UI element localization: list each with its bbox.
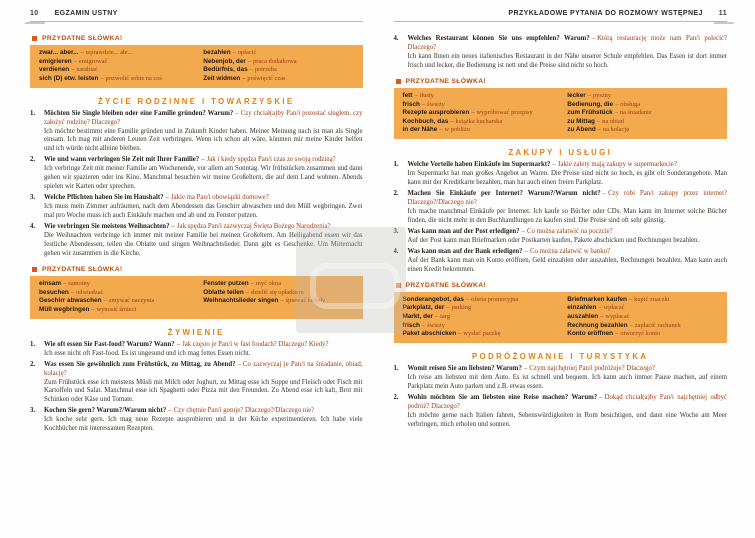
vocab-term: Rezepte ausprobieren (402, 109, 470, 117)
vocab-translation: parking (451, 304, 472, 312)
vocab-translation: książka kucharska (455, 117, 503, 125)
dash-separator: – (80, 49, 84, 56)
square-bullet-icon (32, 36, 37, 41)
question-body (44, 194, 363, 221)
vocab-entry (403, 313, 554, 322)
question-polish: Dokąd chciał(a)by Pan/i najchętniej odbyć podróż? Dlaczego? (407, 393, 727, 410)
vocab-translation: opłacić (237, 49, 257, 56)
vocab-entry (567, 313, 718, 322)
question-number: 2. (30, 156, 36, 164)
vocab-term: auszahlen (567, 312, 599, 320)
vocab-entry (39, 289, 189, 298)
question-item (30, 110, 363, 155)
question-line (408, 35, 728, 53)
question-polish: Czy chętnie Pan/i gotuje? Dlaczego?/Dlaczego nie? (173, 407, 315, 415)
dash-separator: – (71, 66, 75, 74)
vocab-translation: otworzyć konto (620, 330, 661, 338)
dash-separator: – (524, 247, 528, 255)
dash-separator: – (439, 126, 443, 134)
vocab-term: Nebenjob, der (203, 57, 246, 65)
question-line (408, 248, 728, 257)
question-line (44, 361, 363, 379)
question-german: Welche Vorteile haben Einkäufe im Supermarkt? (407, 161, 551, 169)
question-item (30, 341, 363, 359)
section-title: ZAKUPY I USŁUGI (508, 148, 613, 158)
vocab-entry (403, 296, 554, 305)
question-item (30, 223, 363, 259)
vocab-term: Rechnung bezahlen (567, 321, 628, 329)
square-bullet-icon (396, 283, 401, 288)
answer-text: Zum Frühstück esse ich meistens Müsli mit Milch oder Joghurt, zu Mittag esse ich Suppe und Fleisch oder Fisch mit Kartoffeln und Salat. Manchmal esse ich Spaghetti oder Pizza mit den Freunden. Zu Abend esse ich kalt, Brot mit Schinken oder Käse und Tomate. (44, 378, 363, 404)
dash-separator: – (100, 74, 104, 82)
question-item (394, 161, 728, 188)
vocab-term: Konto eröffnen (567, 330, 614, 338)
vocab-translation: zarabiać (76, 66, 98, 74)
vocab-entry (39, 75, 189, 84)
dash-separator: – (600, 312, 604, 320)
vocab-box (394, 88, 728, 139)
vocab-entry (39, 280, 189, 289)
vocab-term: Briefmarken kaufen (567, 295, 627, 303)
square-bullet-icon (32, 267, 37, 272)
question-item (394, 394, 728, 430)
dash-separator: – (103, 297, 107, 305)
question-item (30, 156, 363, 192)
question-number: 1. (393, 364, 399, 372)
answer-text: Die Weihnachten verbringe ich immer mit meiner Familie bei meinen Großeltern. Am Heiligabend essen wir das festliche Abendessen, teilen die Oblatte und singen Weihnachtslieder. Dann gibt es Geschenke. Um Mitternacht gehen wir zusammen in die Kirche. (44, 232, 363, 258)
dash-separator: – (615, 100, 619, 108)
vocab-translation: śpiewać kolędy (285, 297, 326, 305)
vocab-translation: pozwolić sobie na coś (105, 74, 162, 82)
vocab-translation: targ (440, 312, 451, 320)
vocab-term: Paket abschicken (402, 330, 457, 338)
answer-text: Ich möchte gerne nach Italien fahren, Sehenswürdigkeiten in Rom besichtigen, und dann eine Woche am Meer verbringen, mich erholen und sonnen. (407, 411, 727, 428)
vocab-entry (403, 92, 554, 101)
running-title: EGZAMIN USTNY (54, 10, 118, 17)
question-line (408, 190, 728, 208)
question-line (408, 394, 728, 412)
question-item (30, 194, 363, 221)
dash-separator: – (450, 117, 454, 125)
question-number: 4. (393, 247, 399, 255)
dash-separator: – (629, 321, 633, 329)
vocab-translation: poświęcić czas (247, 74, 286, 82)
vocab-term: verdienen (39, 66, 70, 74)
vocab-entry (567, 92, 718, 101)
vocab-term: zwar... aber... (39, 49, 79, 56)
section-title: ŻYCIE RODZINNE I TOWARZYSKIE (97, 96, 295, 106)
question-number: 2. (30, 360, 36, 368)
question-polish: Jak często je Pan/i w fast foodach? Dlaczego? Kiedy? (182, 340, 329, 348)
question-german: Kochen Sie gern? Warum?/Warum nicht? (44, 407, 167, 415)
vocab-translation: obsługa (620, 100, 641, 108)
question-body (44, 110, 363, 155)
vocab-term: Fenster putzen (203, 280, 249, 288)
vocab-entry (567, 296, 718, 305)
question-polish: Jak spędza Pan/i zazwyczaj Święta Bożego Narodzenia? (176, 223, 331, 231)
question-body (408, 248, 728, 275)
dash-separator: – (523, 364, 528, 372)
question-polish: Czy robi Pan/i zakupy przez internet? Dlaczego?/Dlaczego nie? (407, 189, 727, 206)
dash-separator: – (245, 288, 249, 296)
vocab-entry (403, 109, 554, 118)
vocab-translation: potrzeba (254, 66, 277, 74)
vocab-box-label (396, 282, 728, 289)
vocab-label-text: PRZYDATNE SŁÓWKA! (405, 77, 486, 85)
vocab-label-text: PRZYDATNE SŁÓWKA! (42, 35, 123, 42)
dash-separator: – (280, 297, 284, 305)
dash-separator: – (242, 74, 246, 82)
dash-separator: – (414, 91, 418, 99)
dash-separator: – (602, 189, 607, 197)
dash-separator: – (446, 304, 450, 312)
vocab-term: bezahlen (203, 49, 231, 56)
answer-text: Ich kann Ihnen ein neues italienisches Restaurant in der Nähe unserer Schule empfehlen. Das Essen ist dort immer frisch und lecker, die Bedienung ist nett und die Preise sind nicht so hoch. (407, 52, 727, 69)
answer-text: Ich esse nicht oft Fast-food. Es ist ungesund und ich mag fettes Essen nicht. (44, 349, 251, 357)
question-item (394, 365, 728, 392)
question-item (394, 35, 728, 71)
answer-text: Ich muss mein Zimmer aufräumen, nach dem Abendessen das Geschirr abwaschen und den Müll wegbringen. Zwei mal pro Woche muss ich auch Einkäufe machen und ab und zu Fenster putzen. (44, 203, 363, 220)
question-polish: Co można załatwić w banku? (529, 247, 611, 255)
question-number: 2. (393, 393, 399, 401)
answer-text: Im Supermarkt hat man großes Angebot an Waren. Die Preise sind nicht so hoch, es gibt oft Sonderangebote. Man kann mit der Kreditkarte bezahlen, man hat auch einen freien Parkplatz. (407, 170, 727, 187)
vocab-entry (39, 49, 189, 58)
vocab-entry (567, 118, 718, 127)
question-body (44, 156, 363, 192)
vocab-translation: dzielić się opłatkiem (250, 288, 304, 296)
question-line (44, 110, 363, 128)
question-german: Wohin möchten Sie am liebsten eine Reise machen? Warum? (407, 393, 598, 401)
vocab-translation: wynosić śmieci (96, 305, 137, 313)
vocab-box-label (396, 78, 728, 85)
vocab-entry (203, 280, 353, 289)
vocab-entry (39, 58, 189, 67)
vocab-translation: wypróbować przepisy (476, 109, 533, 117)
question-german: Wie verbringen Sie meistens Weihnachten? (44, 223, 170, 231)
vocab-column (39, 49, 189, 84)
vocab-translation: zapłacić rachunek (634, 321, 681, 329)
answer-text: Auf der Post kann man Briefmarken oder Postkarten kaufen, Pakete abschicken und Rechnungen bezahlen. (407, 236, 700, 244)
question-body (408, 394, 728, 430)
answer-text: Ich reise am liebsten mit dem Auto. Es ist schnell und bequem. Ich kann auch immer Pause machen, auf einem Parkplatz mein Auto parken und z.B. etwas essen. (407, 373, 727, 390)
question-line (44, 194, 363, 203)
vocab-term: Zeit widmen (203, 74, 241, 82)
dash-separator: – (628, 295, 633, 303)
vocab-translation: świeży (427, 321, 445, 329)
vocab-translation: wypłacać (605, 312, 630, 320)
dash-separator: – (596, 117, 601, 125)
vocab-term: in der Nähe (402, 126, 438, 134)
vocab-entry (203, 75, 353, 84)
question-body (408, 365, 728, 392)
vocab-translation: zmywać naczynia (108, 297, 155, 305)
vocab-column (567, 296, 718, 339)
vocab-term: lecker (567, 91, 586, 99)
vocab-translation: na śniadanie (619, 109, 652, 117)
vocab-translation: praca dodatkowa (253, 57, 297, 65)
vocab-term: Bedienung, die (567, 100, 614, 108)
vocab-entry (403, 330, 554, 339)
vocab-entry (39, 297, 189, 306)
dash-separator: – (249, 66, 253, 74)
question-german: Womit reisen Sie am liebsten? Warum? (407, 364, 522, 372)
question-number: 1. (393, 161, 399, 169)
vocab-term: emigrieren (39, 57, 72, 65)
dash-separator: – (171, 223, 175, 231)
question-item (30, 407, 363, 434)
vocab-entry (567, 109, 718, 118)
vocab-term: frisch (402, 321, 420, 329)
vocab-term: frisch (402, 100, 420, 108)
vocab-column (567, 92, 718, 135)
dash-separator: – (165, 194, 169, 202)
vocab-translation: oferta promocyjna (471, 295, 519, 303)
question-german: Wie oft essen Sie Fast-food? Warum? Wann? (44, 340, 175, 348)
dash-separator: – (237, 360, 241, 368)
question-polish: Co zazwyczaj je Pan/i na śniadanie, obiad, kolację? (44, 360, 363, 377)
vocab-term: einsam (39, 280, 62, 288)
vocab-translation: wysłać paczkę (463, 330, 501, 338)
page-number: 10 (30, 10, 39, 17)
question-polish: Czym najchętniej Pan/i podróżuje? Dlaczego? (529, 364, 655, 372)
question-body (408, 161, 728, 188)
vocab-label-text: PRZYDATNE SŁÓWKA! (405, 281, 486, 289)
vocab-entry (203, 66, 353, 75)
dash-separator: – (471, 109, 475, 117)
page-number: 11 (718, 10, 727, 17)
dash-separator: – (552, 161, 556, 169)
vocab-term: Müll wegbringen (39, 305, 90, 313)
dash-separator: – (235, 109, 239, 117)
vocab-entry (403, 118, 554, 127)
dash-separator: – (232, 49, 236, 56)
vocab-column (403, 92, 554, 135)
section-title: ŻYWIENIE (167, 327, 225, 337)
vocab-box-label (32, 266, 363, 273)
vocab-translation: pyszny (592, 91, 612, 99)
question-german: Was essen Sie gewöhnlich zum Frühstück, zu Mittag, zu Abend? (44, 360, 236, 368)
dash-separator: – (70, 288, 75, 296)
vocab-entry (567, 304, 718, 313)
question-line (44, 407, 363, 416)
vocab-term: Markt, der (402, 312, 434, 320)
vocab-term: Oblatte teilen (203, 288, 244, 296)
vocab-translation: samotny (68, 280, 90, 288)
vocab-translation: wprawdzie... ale... (85, 49, 133, 56)
question-line (408, 228, 728, 237)
vocab-box-label (32, 35, 363, 42)
dash-separator: – (597, 126, 601, 134)
vocab-term: fett (402, 91, 413, 99)
vocab-translation: odwiedzać (76, 288, 104, 296)
question-number: 1. (30, 340, 36, 348)
vocab-column (403, 296, 554, 339)
question-body (44, 361, 363, 406)
question-german: Möchten Sie Single bleiben oder eine Familie gründen? Warum? (44, 109, 234, 117)
dash-separator: – (73, 57, 77, 65)
vocab-translation: na obiad (602, 117, 624, 125)
dash-separator: – (421, 321, 426, 329)
question-item (30, 361, 363, 406)
answer-text: Ich koche sehr gern. Ich mag neue Rezepte ausprobieren und in der Küche experimentieren. Ich habe viele Kochbücher mit interessanten Rezepten. (44, 416, 363, 433)
dash-separator: – (250, 280, 254, 288)
dash-separator: – (587, 91, 591, 99)
dash-separator: – (465, 295, 470, 303)
vocab-translation: myć okna (255, 280, 281, 288)
answer-text: Ich verbringe Zeit mit meiner Familie am Wochenende, vor allem am Sonntag. Wir frühstücken zusammen und dann gehen wir spazieren oder ins Kino. Manchmal besuchen wir meine Großeltern, die auf dem Land wohnen. Abends spielen wir Karten oder sprechen. (44, 165, 363, 191)
vocab-translation: w pobliżu (444, 126, 470, 134)
question-german: Machen Sie Einkäufe per Internet? Warum?/Warum nicht? (407, 189, 601, 197)
vocab-translation: emigrować (78, 57, 108, 65)
question-body (408, 228, 728, 246)
dash-separator: – (63, 280, 67, 288)
question-number: 4. (30, 223, 36, 231)
answer-text: Ich möchte bestimmt eine Familie gründen und in Zukunft Kinder haben. Meiner Meinung nach ist man als Single einsam. Ich mag mit anderen Leuten Zeit verbringen. Wenn ich schon alt wäre, könnten mir meine Kinder helfen und ich würde nicht alleine bleiben. (44, 127, 363, 153)
vocab-translation: wpłacać (603, 304, 625, 312)
dash-separator: – (458, 330, 462, 338)
vocab-translation: na kolację (602, 126, 630, 134)
question-german: Welche Pflichten haben Sie im Haushalt? (44, 194, 164, 202)
page-header-left (30, 10, 363, 22)
vocab-term: zu Abend (567, 126, 596, 134)
question-item (394, 190, 728, 226)
square-bullet-icon (396, 79, 401, 84)
vocab-term: Bedürfnis, das (203, 66, 248, 74)
answer-text: Ich mache manchmal Einkäufe per Internet. Ich kaufe so Bücher oder CDs. Man kann im Internet solche Bücher finden, die nicht mehr in den Buchhandlungen zu kaufen sind. Die Preise sind oft sehr günstig. (407, 207, 727, 224)
vocab-entry (203, 289, 353, 298)
dash-separator: – (521, 227, 525, 235)
vocab-column (203, 49, 353, 84)
section-title: PODRÓŻOWANIE I TURYSTYKA (472, 351, 649, 361)
question-line (44, 156, 363, 165)
vocab-entry (567, 322, 718, 331)
running-title: PRZYKŁADOWE PYTANIA DO ROZMOWY WSTĘPNEJ (508, 10, 703, 17)
dash-separator: – (591, 35, 596, 42)
vocab-term: zu Mittag (567, 117, 595, 125)
question-item (394, 248, 728, 275)
question-polish: Czy chciał(a)by Pan/i pozostać singlem, czy założyć rodzinę? Dlaczego? (44, 109, 363, 126)
dash-separator: – (421, 100, 426, 108)
vocab-term: Sonderangebot, das (402, 295, 464, 303)
question-german: Was kann man auf der Post erledigen? (407, 227, 520, 235)
vocab-entry (39, 306, 189, 315)
vocab-translation: tłusty (419, 91, 434, 99)
vocab-box (30, 45, 363, 88)
dash-separator: – (614, 109, 618, 117)
vocab-term: Parkplatz, der (402, 304, 445, 312)
question-body (408, 35, 728, 71)
question-german: Wie und wann verbringen Sie Zeit mit Ihrer Familie? (44, 156, 200, 164)
page-right (378, 0, 755, 538)
vocab-column (203, 280, 353, 315)
vocab-entry (203, 297, 353, 306)
page-header-right (394, 10, 728, 22)
dash-separator: – (91, 305, 95, 313)
dash-separator: – (599, 393, 603, 401)
vocab-entry (403, 304, 554, 313)
question-polish: Którą restaurację może nam Pan/i polecić? Dlaczego? (407, 35, 727, 51)
question-number: 4. (393, 35, 399, 42)
question-line (408, 365, 728, 374)
dash-separator: – (201, 156, 205, 164)
vocab-term: zum Frühstück (567, 109, 613, 117)
question-line (44, 223, 363, 232)
question-body (44, 223, 363, 259)
vocab-term: einzahlen (567, 304, 597, 312)
question-polish: Jak i kiedy spędza Pan/i czas ze swoją rodziną? (206, 156, 336, 164)
vocab-term: Weihnachtslieder singen (203, 297, 279, 305)
dash-separator: – (435, 312, 439, 320)
question-polish: Jakie ma Pan/i obowiązki domowe? (170, 194, 269, 202)
question-item (394, 228, 728, 246)
question-number: 3. (393, 227, 399, 235)
question-line (408, 161, 728, 170)
vocab-entry (203, 58, 353, 67)
dash-separator: – (168, 407, 172, 415)
question-number: 1. (30, 109, 36, 117)
answer-text: Auf der Bank kann man ein Konto eröffnen, Geld einzahlen oder auszahlen, Rechnungen bezahlen. Man kann auch einen Kredit bekommen. (407, 256, 727, 273)
vocab-translation: kupić znaczki (634, 295, 670, 303)
dash-separator: – (247, 57, 252, 65)
question-body (44, 341, 363, 359)
vocab-translation: świeży (427, 100, 445, 108)
vocab-entry (567, 101, 718, 110)
question-german: Was kann man auf der Bank erledigen? (407, 247, 523, 255)
vocab-term: sich (D) etw. leisten (39, 74, 99, 82)
dash-separator: – (176, 340, 181, 348)
vocab-box (30, 276, 363, 319)
vocab-label-text: PRZYDATNE SŁÓWKA! (42, 266, 123, 274)
vocab-entry (403, 101, 554, 110)
vocab-term: Kochbuch, das (402, 117, 449, 125)
question-polish: Co można załatwić na poczcie? (526, 227, 613, 235)
vocab-column (39, 280, 189, 315)
vocab-entry (203, 49, 353, 58)
question-number: 3. (30, 407, 36, 415)
question-number: 3. (30, 194, 36, 202)
vocab-entry (39, 66, 189, 75)
question-polish: Jakie zalety mają zakupy w supermarkecie? (557, 161, 677, 169)
vocab-term: Geschirr abwaschen (39, 297, 102, 305)
vocab-box (394, 292, 728, 343)
vocab-term: besuchen (39, 288, 69, 296)
vocab-entry (403, 322, 554, 331)
vocab-entry (567, 126, 718, 135)
question-body (408, 190, 728, 226)
question-number: 2. (393, 189, 399, 197)
dash-separator: – (598, 304, 602, 312)
question-german: Welches Restaurant können Sie uns empfehlen? Warum? (407, 35, 590, 42)
question-line (44, 341, 363, 350)
vocab-entry (403, 126, 554, 135)
question-body (44, 407, 363, 434)
dash-separator: – (615, 330, 619, 338)
vocab-entry (567, 330, 718, 339)
